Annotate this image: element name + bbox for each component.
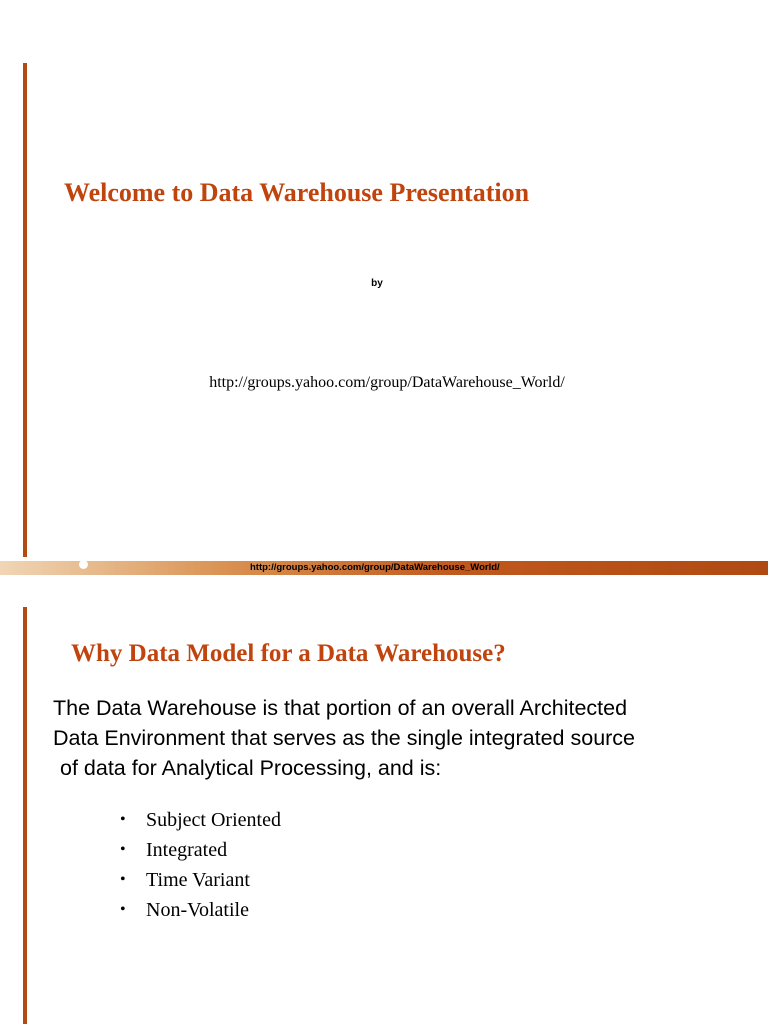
body-line: The Data Warehouse is that portion of an overall Architected xyxy=(53,696,628,720)
bullet-icon: • xyxy=(120,871,126,888)
bullet-icon: • xyxy=(120,811,126,828)
body-line: of data for Analytical Processing, and is: xyxy=(60,756,442,780)
group-url: http://groups.yahoo.com/group/DataWarehouse_World/ xyxy=(209,374,565,391)
vertical-accent-rule xyxy=(23,63,27,557)
footer-dot-icon xyxy=(79,560,88,569)
body-line: Data Environment that serves as the single integrated source xyxy=(53,726,636,750)
bullet-icon: • xyxy=(120,901,126,918)
list-item-label: Subject Oriented xyxy=(146,809,281,831)
slide-title: Welcome to Data Warehouse Presentation xyxy=(64,178,530,207)
byline: by xyxy=(371,278,383,289)
list-item-label: Non-Volatile xyxy=(146,899,249,921)
list-item xyxy=(120,835,281,865)
list-item xyxy=(120,805,281,835)
footer-url: http://groups.yahoo.com/group/DataWarehouse_World/ xyxy=(250,562,500,573)
list-item-label: Time Variant xyxy=(146,869,250,891)
slide-title: Why Data Model for a Data Warehouse? xyxy=(71,640,506,667)
body-paragraph xyxy=(53,693,763,783)
vertical-accent-rule xyxy=(23,607,27,1024)
list-item xyxy=(120,865,281,895)
slide-2 xyxy=(0,590,768,1024)
list-item xyxy=(120,895,281,925)
bullet-list xyxy=(120,805,281,925)
bullet-icon: • xyxy=(120,841,126,858)
list-item-label: Integrated xyxy=(146,839,228,861)
